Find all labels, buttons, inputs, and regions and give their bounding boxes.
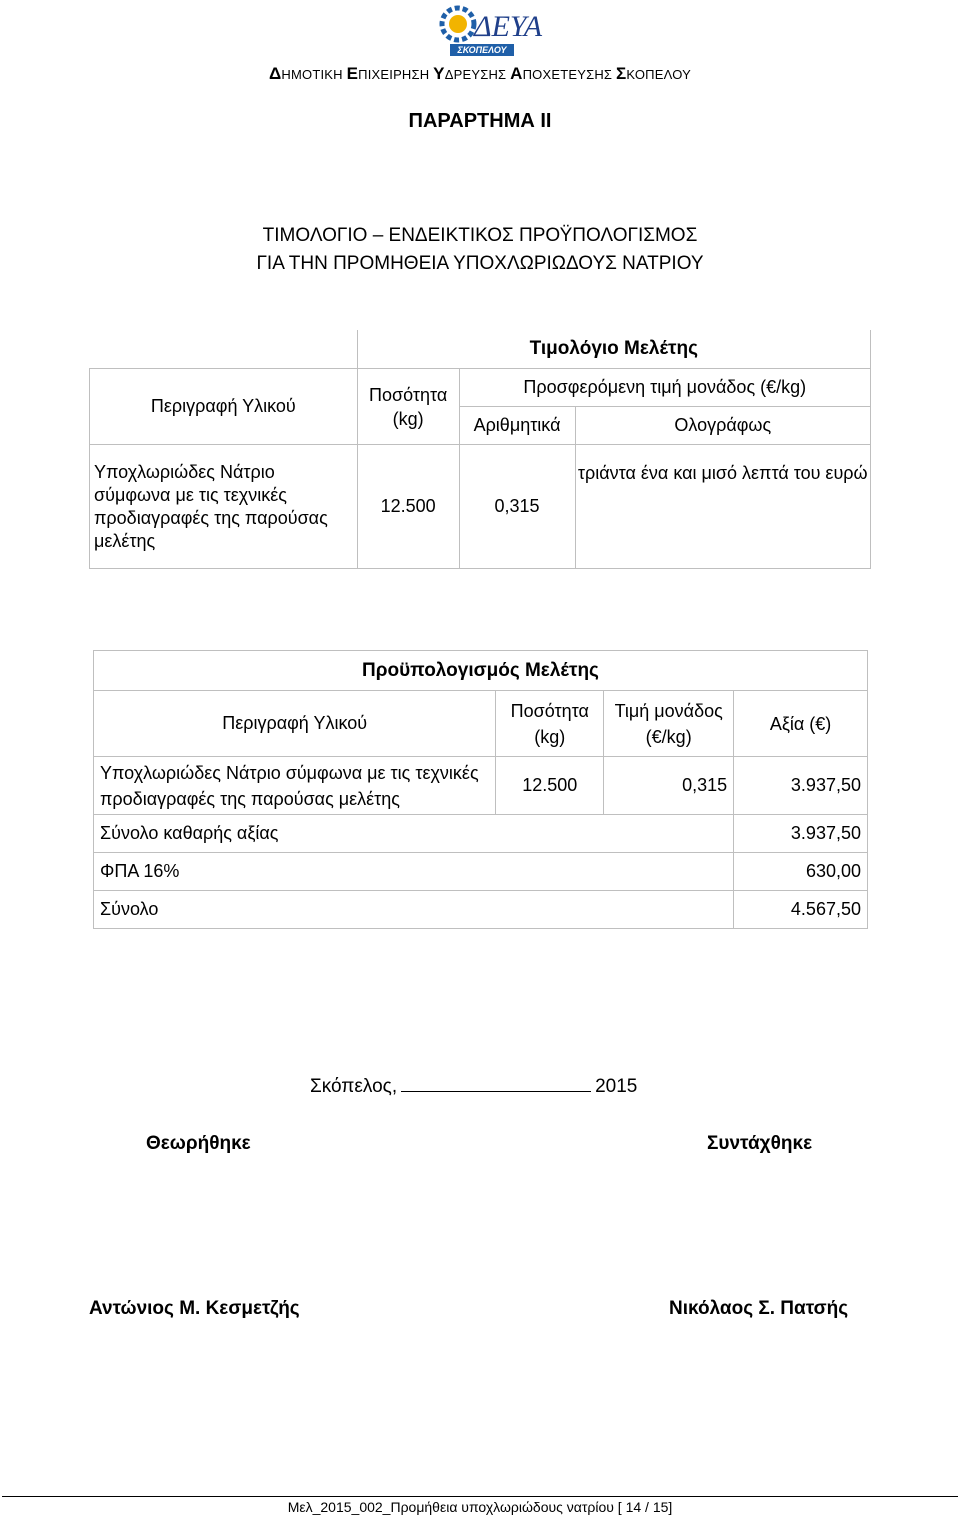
compiler-name: Νικόλαος Σ. Πατσής — [669, 1298, 849, 1319]
annex-title: ΠΑΡΑΡΤΗΜΑ ΙΙ — [408, 110, 552, 132]
budget-row-unit-price: 0,315 — [604, 757, 734, 815]
place-date-line — [310, 1076, 637, 1098]
budget-row-description: Υποχλωριώδες Νάτριο σύμφωνα με τις τεχνικές προδιαγραφές της παρούσας μελέτης — [94, 757, 496, 815]
compiled-label: Συντάχθηκε — [707, 1133, 813, 1154]
page-footer: Μελ_2015_002_Προμήθεια υποχλωριώδους νατρίου [ 14 / 15] — [2, 1496, 958, 1515]
document-title — [0, 222, 960, 278]
reviewed-label: Θεωρήθηκε — [146, 1133, 251, 1154]
pricing-row-price-numeric: 0,315 — [459, 445, 575, 569]
pricing-col-offered-price: Προσφερόμενη τιμή μονάδος (€/kg) — [459, 369, 870, 407]
budget-table — [93, 650, 868, 929]
pricing-row-price-words: τριάντα ένα και μισό λεπτά του ευρώ — [575, 445, 871, 569]
budget-net-value: 3.937,50 — [734, 815, 868, 853]
year-label: 2015 — [595, 1076, 638, 1097]
place-label: Σκόπελος, — [310, 1076, 398, 1097]
organization-name: ΔΗΜΟΤΙΚΗ ΕΠΙΧΕΙΡΗΣΗ ΥΔΡΕΥΣΗΣ ΑΠΟΧΕΤΕΥΣΗΣ ΣΚΟΠΕΛΟΥ — [268, 64, 692, 83]
budget-col-description: Περιγραφή Υλικού — [94, 691, 496, 757]
budget-table-title: Προϋπολογισμός Μελέτης — [94, 651, 868, 691]
pricing-col-description: Περιγραφή Υλικού — [90, 369, 358, 445]
budget-total-label: Σύνολο — [94, 891, 734, 929]
budget-total-value: 4.567,50 — [734, 891, 868, 929]
date-blank-line — [401, 1090, 591, 1092]
pricing-col-quantity: Ποσότητα (kg) — [357, 369, 459, 445]
budget-row-value: 3.937,50 — [734, 757, 868, 815]
budget-vat-label: ΦΠΑ 16% — [94, 853, 734, 891]
pricing-row-quantity: 12.500 — [357, 445, 459, 569]
budget-col-unit-price: Τιμή μονάδος (€/kg) — [604, 691, 734, 757]
budget-row-quantity: 12.500 — [496, 757, 604, 815]
pricing-table-title: Τιμολόγιο Μελέτης — [357, 330, 870, 369]
pricing-col-numeric: Αριθμητικά — [459, 407, 575, 445]
budget-vat-value: 630,00 — [734, 853, 868, 891]
pricing-row-description: Υποχλωριώδες Νάτριο σύμφωνα με τις τεχνικές προδιαγραφές της παρούσας μελέτης — [90, 445, 358, 569]
title-line-2: ΓΙΑ ΤΗΝ ΠΡΟΜΗΘΕΙΑ ΥΠΟΧΛΩΡΙΩΔΟΥΣ ΝΑΤΡΙΟΥ — [256, 253, 704, 274]
budget-net-label: Σύνολο καθαρής αξίας — [94, 815, 734, 853]
budget-col-value: Αξία (€) — [734, 691, 868, 757]
budget-col-quantity: Ποσότητα (kg) — [496, 691, 604, 757]
title-line-1: ΤΙΜΟΛΟΓΙΟ – ΕΝΔΕΙΚΤΙΚΟΣ ΠΡΟΫΠΟΛΟΓΙΣΜΟΣ — [262, 225, 698, 246]
logo-subtext: ΣΚΟΠΕΛΟΥ — [457, 45, 507, 55]
pricing-col-in-words: Ολογράφως — [575, 407, 871, 445]
company-logo — [430, 2, 543, 60]
reviewer-name: Αντώνιος Μ. Κεσμετζής — [89, 1298, 300, 1319]
logo-text: ΔΕΥΑ — [474, 10, 543, 43]
pricing-table — [89, 330, 871, 569]
